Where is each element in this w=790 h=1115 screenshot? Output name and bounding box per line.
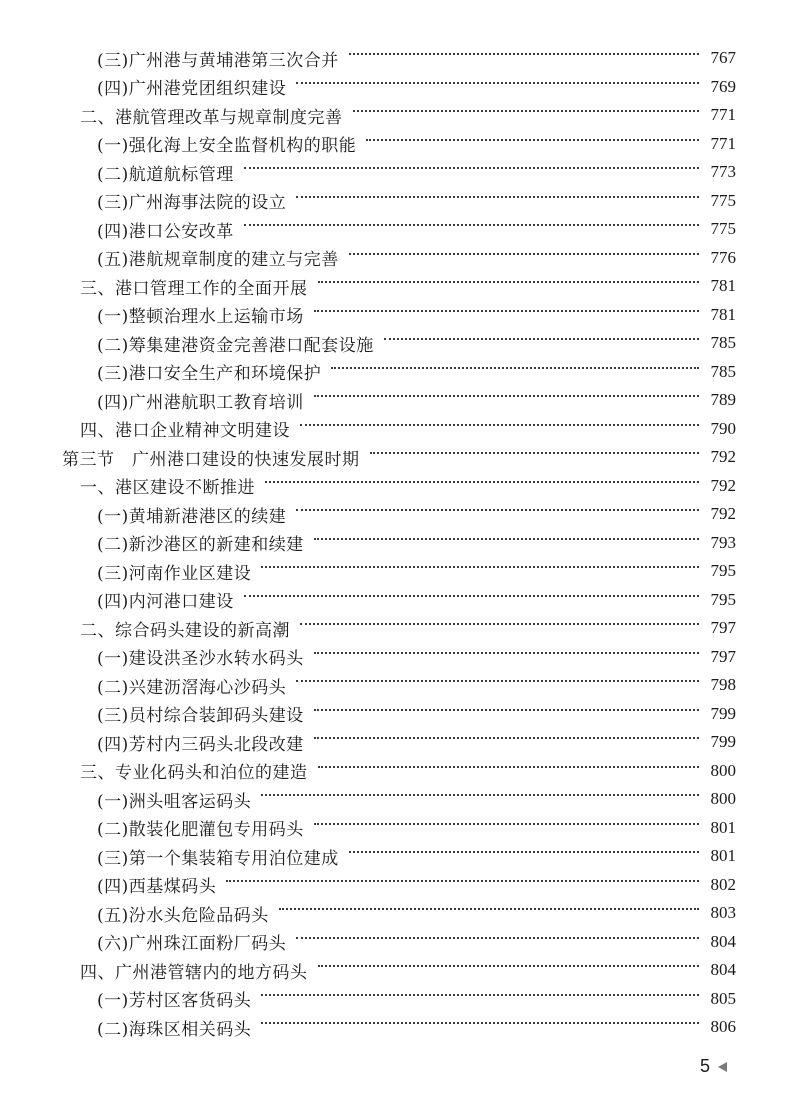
dot-leader xyxy=(331,367,698,369)
dot-leader xyxy=(314,538,699,540)
toc-entry-title: (三)员村综合装卸码头建设 xyxy=(97,706,304,726)
toc-entry-page: 781 xyxy=(710,304,736,324)
toc-entry[interactable] xyxy=(80,956,736,984)
toc-entry-title: (五)港航规章制度的建立与完善 xyxy=(97,250,339,270)
dot-leader xyxy=(366,139,698,141)
toc-entry-page: 767 xyxy=(710,48,736,67)
toc-entry[interactable] xyxy=(97,586,736,614)
toc-entry[interactable] xyxy=(97,928,736,956)
toc-entry[interactable] xyxy=(97,1013,736,1041)
toc-entry-page: 785 xyxy=(710,333,736,352)
toc-entry-title: 四、港口企业精神文明建设 xyxy=(80,421,290,441)
toc-entry-title: 三、专业化码头和泊位的建造 xyxy=(80,763,308,783)
toc-entry-title: (一)整顿治理水上运输市场 xyxy=(97,307,304,327)
toc-entry-page: 773 xyxy=(710,162,736,181)
toc-entry[interactable] xyxy=(80,757,736,785)
toc-entry[interactable] xyxy=(97,671,736,699)
dot-leader xyxy=(265,481,699,483)
toc-entry[interactable] xyxy=(80,272,736,300)
toc-entry[interactable] xyxy=(97,557,736,585)
dot-leader xyxy=(353,110,699,112)
toc-entry[interactable] xyxy=(62,443,736,471)
toc-entry[interactable] xyxy=(97,500,736,528)
dot-leader xyxy=(226,880,698,882)
toc-entry[interactable] xyxy=(97,386,736,414)
toc-entry[interactable] xyxy=(97,814,736,842)
toc-entry-title: (一)建设洪圣沙水转水码头 xyxy=(97,649,304,669)
toc-entry-title: 第三节 广州港口建设的快速发展时期 xyxy=(62,449,360,470)
toc-entry[interactable] xyxy=(97,329,736,357)
toc-entry[interactable] xyxy=(80,101,736,129)
toc-entry-page: 802 xyxy=(710,874,736,894)
dot-leader xyxy=(349,851,699,853)
dot-leader xyxy=(244,224,699,226)
toc-entry[interactable] xyxy=(97,728,736,756)
toc-entry-page: 799 xyxy=(710,732,736,751)
toc-entry[interactable] xyxy=(97,785,736,813)
toc-entry-page: 771 xyxy=(710,105,736,124)
toc-entry-title: (四)广州港航职工教育培训 xyxy=(97,392,304,413)
dot-leader xyxy=(349,53,699,55)
toc-entry[interactable] xyxy=(97,985,736,1013)
dot-leader xyxy=(261,1022,698,1024)
dot-leader xyxy=(244,167,699,169)
toc-entry[interactable] xyxy=(97,842,736,870)
toc-entry-title: (三)广州港与黄埔港第三次合并 xyxy=(97,50,339,71)
dot-leader xyxy=(314,310,699,312)
toc-entry-page: 803 xyxy=(710,903,736,922)
toc-entry-title: (五)汾水头危险品码头 xyxy=(97,905,269,926)
page-number: 5 xyxy=(700,1056,711,1076)
dot-leader xyxy=(296,509,698,511)
toc-entry[interactable] xyxy=(80,472,736,500)
toc-entry-title: 三、港口管理工作的全面开展 xyxy=(80,278,308,299)
dot-leader xyxy=(296,82,698,84)
toc-entry[interactable] xyxy=(97,44,736,72)
toc-entry[interactable] xyxy=(97,899,736,927)
dot-leader xyxy=(296,680,698,682)
page-footer xyxy=(700,1056,727,1077)
dot-leader xyxy=(296,196,698,198)
dot-leader xyxy=(318,965,699,967)
toc-entry-page: 799 xyxy=(710,703,736,723)
toc-entry-page: 795 xyxy=(710,589,736,609)
toc-entry-page: 795 xyxy=(710,561,736,580)
toc-entry-page: 785 xyxy=(710,361,736,381)
toc-entry[interactable] xyxy=(97,215,736,243)
toc-entry-title: 二、港航管理改革与规章制度完善 xyxy=(80,107,343,128)
toc-entry-page: 800 xyxy=(710,760,736,780)
toc-entry-page: 800 xyxy=(710,789,736,808)
toc-entry-page: 775 xyxy=(710,219,736,238)
toc-entry-title: (二)新沙港区的新建和续建 xyxy=(97,535,304,555)
toc-entry-page: 797 xyxy=(710,618,736,637)
toc-entry-title: 四、广州港管辖内的地方码头 xyxy=(80,962,308,983)
toc-entry-title: (二)航道航标管理 xyxy=(97,164,234,185)
dot-leader xyxy=(279,908,699,910)
toc-entry-page: 771 xyxy=(710,133,736,153)
toc-entry[interactable] xyxy=(97,358,736,386)
toc-entry-title: (四)广州港党团组织建设 xyxy=(97,79,287,99)
toc-entry-title: (一)芳村区客货码头 xyxy=(97,991,252,1011)
toc-entry[interactable] xyxy=(97,700,736,728)
toc-entry-page: 781 xyxy=(710,276,736,295)
toc-entry-page: 792 xyxy=(710,504,736,523)
dot-leader xyxy=(261,794,698,796)
toc-entry-page: 797 xyxy=(710,646,736,666)
toc-entry[interactable] xyxy=(97,529,736,557)
left-triangle-icon xyxy=(718,1062,727,1072)
dot-leader xyxy=(300,623,699,625)
toc-entry-title: (三)港口安全生产和环境保护 xyxy=(97,364,322,384)
toc-entry-title: (二)筹集建港资金完善港口配套设施 xyxy=(97,335,374,356)
toc-entry[interactable] xyxy=(97,187,736,215)
toc-entry-title: 一、港区建设不断推进 xyxy=(80,478,255,498)
toc-entry-page: 804 xyxy=(710,931,736,951)
toc-entry-page: 792 xyxy=(710,447,736,466)
toc-entry-title: (四)内河港口建设 xyxy=(97,592,234,612)
toc-entry-page: 793 xyxy=(710,532,736,552)
toc-entry-page: 804 xyxy=(710,960,736,979)
toc-entry-title: (二)散装化肥灌包专用码头 xyxy=(97,820,304,840)
toc-entry-title: (三)第一个集装箱专用泊位建成 xyxy=(97,848,339,869)
toc-entry-title: (六)广州珠江面粉厂码头 xyxy=(97,934,287,954)
dot-leader xyxy=(370,452,699,454)
toc-entry-title: (一)黄埔新港港区的续建 xyxy=(97,506,287,527)
dot-leader xyxy=(314,395,699,397)
dot-leader xyxy=(314,823,699,825)
toc-entry-title: (三)河南作业区建设 xyxy=(97,563,252,584)
dot-leader xyxy=(384,338,699,340)
toc-entry-page: 769 xyxy=(710,76,736,96)
toc-entry[interactable] xyxy=(80,415,736,443)
toc-entry-title: (二)海珠区相关码头 xyxy=(97,1019,252,1040)
toc-entry-page: 775 xyxy=(710,190,736,210)
toc-entry-title: (三)广州海事法院的设立 xyxy=(97,193,287,213)
toc-entry[interactable] xyxy=(97,130,736,158)
toc-entry-page: 790 xyxy=(710,418,736,438)
toc-entry-title: (四)港口公安改革 xyxy=(97,221,234,242)
dot-leader xyxy=(296,937,698,939)
toc-entry-page: 798 xyxy=(710,675,736,694)
toc-entry-page: 806 xyxy=(710,1017,736,1036)
dot-leader xyxy=(300,424,699,426)
toc-entry-title: (四)芳村内三码头北段改建 xyxy=(97,734,304,755)
toc-entry-title: (一)洲头咀客运码头 xyxy=(97,791,252,812)
dot-leader xyxy=(261,994,698,996)
dot-leader xyxy=(314,652,699,654)
toc-entry[interactable] xyxy=(97,871,736,899)
toc-entry[interactable] xyxy=(97,301,736,329)
dot-leader xyxy=(349,253,699,255)
toc-entry-title: (二)兴建沥滘海心沙码头 xyxy=(97,677,287,698)
dot-leader xyxy=(318,766,699,768)
toc-entry[interactable] xyxy=(97,643,736,671)
toc-entry[interactable] xyxy=(97,244,736,272)
toc-entry-page: 776 xyxy=(710,247,736,267)
toc-entry-page: 789 xyxy=(710,390,736,409)
toc-entry-page: 801 xyxy=(710,817,736,837)
toc-entry-title: (四)西基煤码头 xyxy=(97,877,217,897)
dot-leader xyxy=(244,595,699,597)
toc-entry[interactable] xyxy=(80,614,736,642)
dot-leader xyxy=(314,709,699,711)
toc-entry-page: 805 xyxy=(710,988,736,1008)
dot-leader xyxy=(318,281,699,283)
dot-leader xyxy=(314,737,699,739)
toc-entry-title: 二、综合码头建设的新高潮 xyxy=(80,620,290,641)
dot-leader xyxy=(261,566,698,568)
toc-entry[interactable] xyxy=(97,73,736,101)
toc-entry[interactable] xyxy=(97,158,736,186)
toc-entry-title: (一)强化海上安全监督机构的职能 xyxy=(97,136,357,156)
toc-entry-page: 801 xyxy=(710,846,736,865)
toc-entry-page: 792 xyxy=(710,475,736,495)
